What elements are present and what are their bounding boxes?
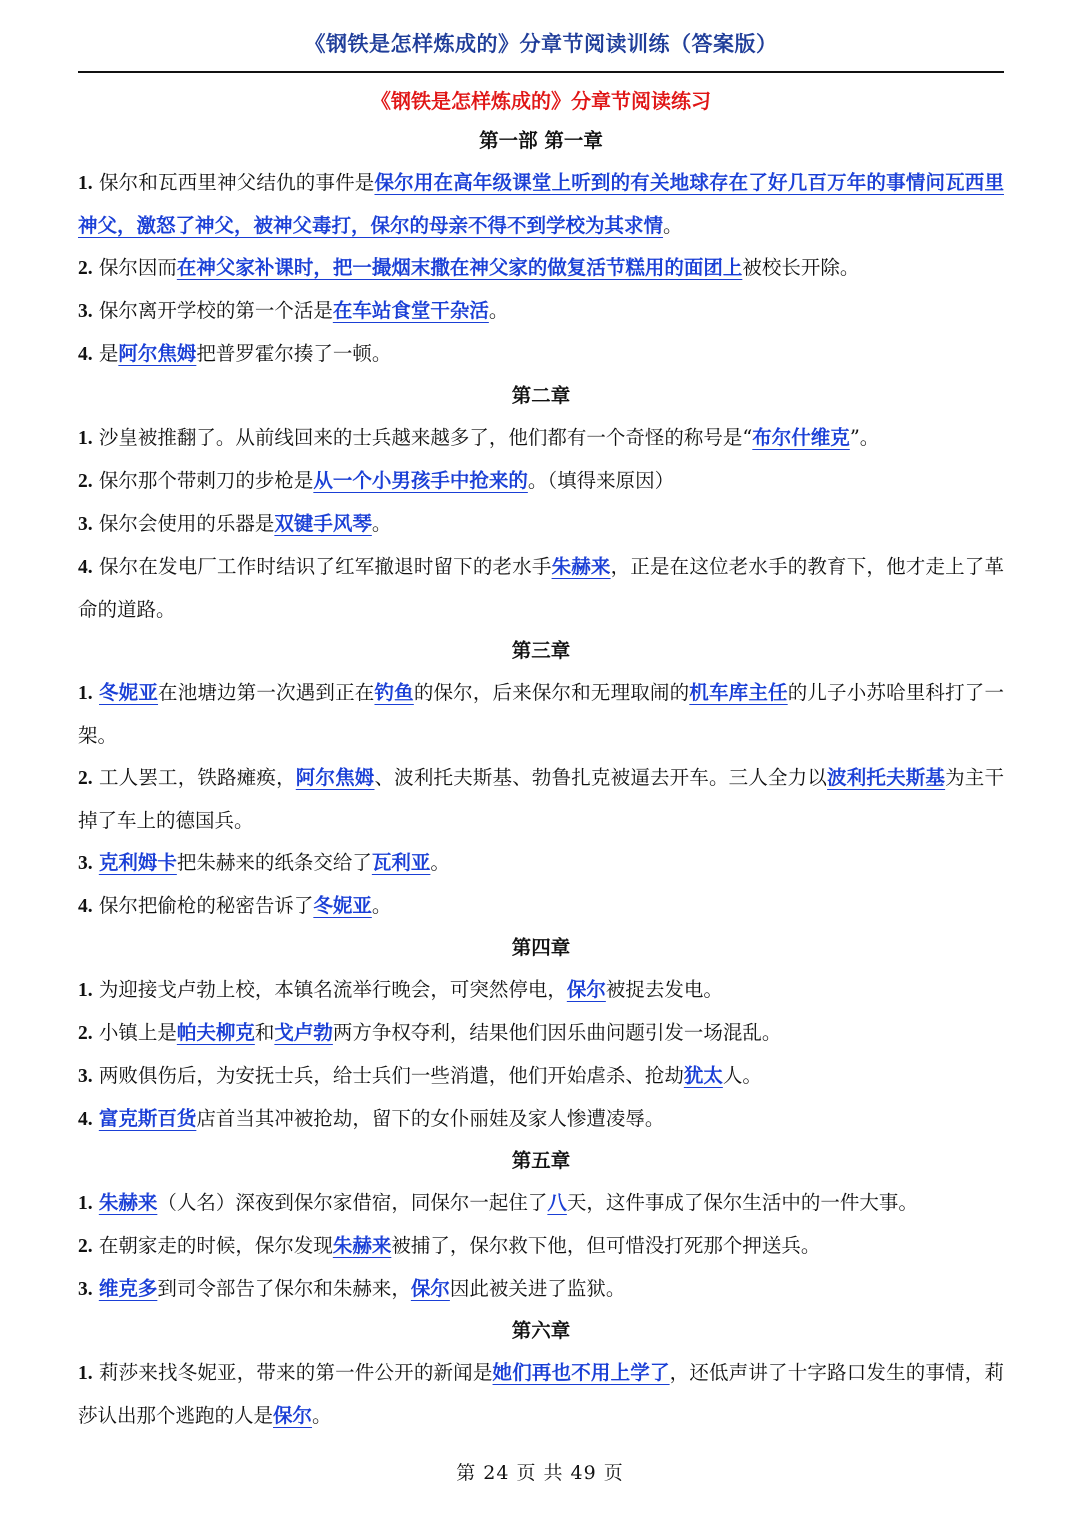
- question-text: 的儿子小苏哈里科打了一架。: [78, 681, 1004, 747]
- question-item: [78, 546, 1004, 631]
- question-item: [78, 247, 1004, 290]
- question-number: 1.: [78, 1193, 93, 1214]
- question-text: 。: [663, 214, 683, 237]
- chapter-heading: 第五章: [511, 1149, 571, 1172]
- question-item: [78, 333, 1004, 376]
- header-divider: [78, 71, 1004, 73]
- chapter-heading: 第四章: [511, 936, 571, 959]
- page-header-title: 《钢铁是怎样炼成的》分章节阅读训练（答案版）: [304, 31, 778, 56]
- question-text: 。（填得来原因）: [527, 469, 675, 492]
- question-number: 1.: [78, 980, 93, 1001]
- question-text: 保尔因而: [92, 256, 177, 279]
- question-text: 。: [371, 894, 392, 917]
- answer-text: 保尔用在高年级课堂上听到的有关地球存在了好几百万年的事情问瓦西里神父，激怒了神父，被神父毒打，保尔的母亲不得不到学校为其求情: [78, 171, 1004, 237]
- chapter-heading: 第二章: [511, 384, 571, 407]
- question-item: [78, 503, 1004, 546]
- question-text: 为主干掉了车上的德国兵。: [78, 766, 1004, 832]
- question-text: 沙皇被推翻了。从前线回来的士兵越来越多了，他们都有一个奇怪的称号是“: [92, 426, 753, 449]
- question-text: 店首当其冲被抢劫，留下的女仆丽娃及家人惨遭凌辱。: [196, 1107, 665, 1130]
- answer-text: 布尔什维克: [752, 426, 850, 449]
- document-content: [78, 86, 1004, 1437]
- answer-text: 从一个小男孩手中抢来的: [313, 469, 528, 492]
- question-number: 4.: [78, 344, 93, 365]
- question-number: 4.: [78, 557, 93, 578]
- question-item: [78, 460, 1004, 503]
- question-text: 保尔和瓦西里神父结仇的事件是: [92, 171, 375, 194]
- question-item: [78, 1182, 1004, 1225]
- question-item: [78, 1268, 1004, 1311]
- question-text: 两败俱伤后，为安抚士兵，给士兵们一些消遣，他们开始虐杀、抢劫: [92, 1064, 684, 1087]
- question-text: 在池塘边第一次遇到正在: [158, 681, 375, 704]
- question-item: [78, 757, 1004, 842]
- question-number: 1.: [78, 428, 93, 449]
- question-text: 把朱赫来的纸条交给了: [176, 851, 372, 874]
- answer-text: 维克多: [98, 1277, 158, 1300]
- question-number: 4.: [78, 896, 93, 917]
- question-text: 。: [430, 851, 450, 874]
- question-text: ，还低声讲了十字路口发生的事情，莉莎认出那个逃跑的人是: [78, 1361, 1004, 1427]
- question-number: 2.: [78, 768, 93, 789]
- question-text: 保尔把偷枪的秘密告诉了: [92, 894, 314, 917]
- answer-text: 冬妮亚: [99, 681, 159, 704]
- question-item: [78, 1098, 1004, 1141]
- answer-text: 戈卢勃: [274, 1021, 333, 1044]
- question-number: 3.: [78, 301, 93, 322]
- question-text: 人。: [722, 1064, 762, 1087]
- question-text: 工人罢工，铁路瘫痪，: [92, 766, 296, 789]
- answer-text: 她们再也不用上学了: [492, 1361, 670, 1384]
- chapter-heading: 第六章: [511, 1319, 571, 1342]
- question-text: ，正是在这位老水手的教育下，他才走上了革命的道路。: [78, 555, 1004, 621]
- answer-text: 在神父家补课时，把一撮烟末撒在神父家的做复活节糕用的面团上: [176, 256, 743, 279]
- question-number: 1.: [78, 1363, 93, 1384]
- question-number: 2.: [78, 258, 93, 279]
- question-text: 保尔那个带刺刀的步枪是: [92, 469, 314, 492]
- question-text: 。: [312, 1404, 332, 1427]
- chapter-heading: 第三章: [511, 639, 571, 662]
- document-title: 《钢铁是怎样炼成的》分章节阅读练习: [371, 89, 711, 113]
- question-text: 两方争权夺利，结果他们因乐曲问题引发一场混乱。: [332, 1021, 782, 1044]
- question-number: 3.: [78, 1066, 93, 1087]
- question-number: 2.: [78, 471, 93, 492]
- question-text: 把普罗霍尔揍了一顿。: [196, 342, 392, 365]
- question-item: [78, 1225, 1004, 1268]
- question-text: 保尔在发电厂工作时结识了红军撤退时留下的老水手: [92, 555, 552, 578]
- answer-text: 帕夫柳克: [176, 1021, 255, 1044]
- answer-text: 朱赫来: [332, 1234, 392, 1257]
- answer-text: 阿尔焦姆: [118, 342, 197, 365]
- answer-text: 瓦利亚: [371, 851, 431, 874]
- question-number: 2.: [78, 1236, 93, 1257]
- question-text: 保尔会使用的乐器是: [92, 512, 275, 535]
- question-text: 在朝家走的时候，保尔发现: [92, 1234, 333, 1257]
- question-text: 到司令部告了保尔和朱赫来，: [157, 1277, 411, 1300]
- answer-text: 保尔: [273, 1404, 313, 1427]
- answer-text: 朱赫来: [98, 1191, 158, 1214]
- question-text: 、波利托夫斯基、勃鲁扎克被逼去开车。三人全力以: [374, 766, 828, 789]
- answer-text: 保尔: [566, 978, 606, 1001]
- answer-text: 朱赫来: [551, 555, 611, 578]
- question-text: 被校长开除。: [742, 256, 860, 279]
- answer-text: 波利托夫斯基: [827, 766, 946, 789]
- answer-text: 冬妮亚: [313, 894, 372, 917]
- question-text: （人名）深夜到保尔家借宿，同保尔一起住了: [157, 1191, 548, 1214]
- question-text: 。: [371, 512, 392, 535]
- question-text: 。: [488, 299, 509, 322]
- question-item: [78, 885, 1004, 928]
- question-text: 和: [254, 1021, 275, 1044]
- question-item: [78, 672, 1004, 757]
- answer-text: 保尔: [410, 1277, 450, 1300]
- question-item: [78, 1055, 1004, 1098]
- question-number: 4.: [78, 1109, 93, 1130]
- question-text: 莉莎来找冬妮亚，带来的第一件公开的新闻是: [92, 1361, 493, 1384]
- question-text: 是: [92, 342, 119, 365]
- answer-text: 机车库主任: [689, 681, 788, 704]
- question-text: 小镇上是: [92, 1021, 177, 1044]
- answer-text: 八: [547, 1191, 567, 1214]
- question-number: 1.: [78, 173, 93, 194]
- chapter-heading: 第一部 第一章: [479, 129, 603, 152]
- question-item: [78, 290, 1004, 333]
- question-text: 被捉去发电。: [605, 978, 723, 1001]
- answer-text: 富克斯百货: [98, 1107, 197, 1130]
- question-text: 为迎接戈卢勃上校，本镇名流举行晚会，可突然停电，: [92, 978, 567, 1001]
- question-item: [78, 162, 1004, 247]
- question-text: 天，这件事成了保尔生活中的一件大事。: [566, 1191, 918, 1214]
- answer-text: 犹太: [683, 1064, 723, 1087]
- question-item: [78, 1012, 1004, 1055]
- answer-text: 克利姆卡: [98, 851, 177, 874]
- question-item: [78, 417, 1004, 460]
- question-item: [78, 1352, 1004, 1437]
- answer-text: 阿尔焦姆: [295, 766, 375, 789]
- question-text: ”。: [849, 426, 880, 449]
- question-number: 2.: [78, 1023, 93, 1044]
- question-text: 因此被关进了监狱。: [449, 1277, 626, 1300]
- question-text: 的保尔，后来保尔和无理取闹的: [413, 681, 690, 704]
- question-number: 3.: [78, 853, 93, 874]
- question-number: 3.: [78, 1279, 93, 1300]
- question-item: [78, 969, 1004, 1012]
- question-number: 3.: [78, 514, 93, 535]
- question-text: 保尔离开学校的第一个活是: [92, 299, 333, 322]
- answer-text: 在车站食堂干杂活: [332, 299, 489, 322]
- answer-text: 双键手风琴: [274, 512, 372, 535]
- answer-text: 钓鱼: [374, 681, 414, 704]
- page-number: 第 24 页 共 49 页: [456, 1462, 624, 1484]
- question-number: 1.: [78, 683, 93, 704]
- question-text: 被捕了，保尔救下他，但可惜没打死那个押送兵。: [391, 1234, 821, 1257]
- question-item: [78, 842, 1004, 885]
